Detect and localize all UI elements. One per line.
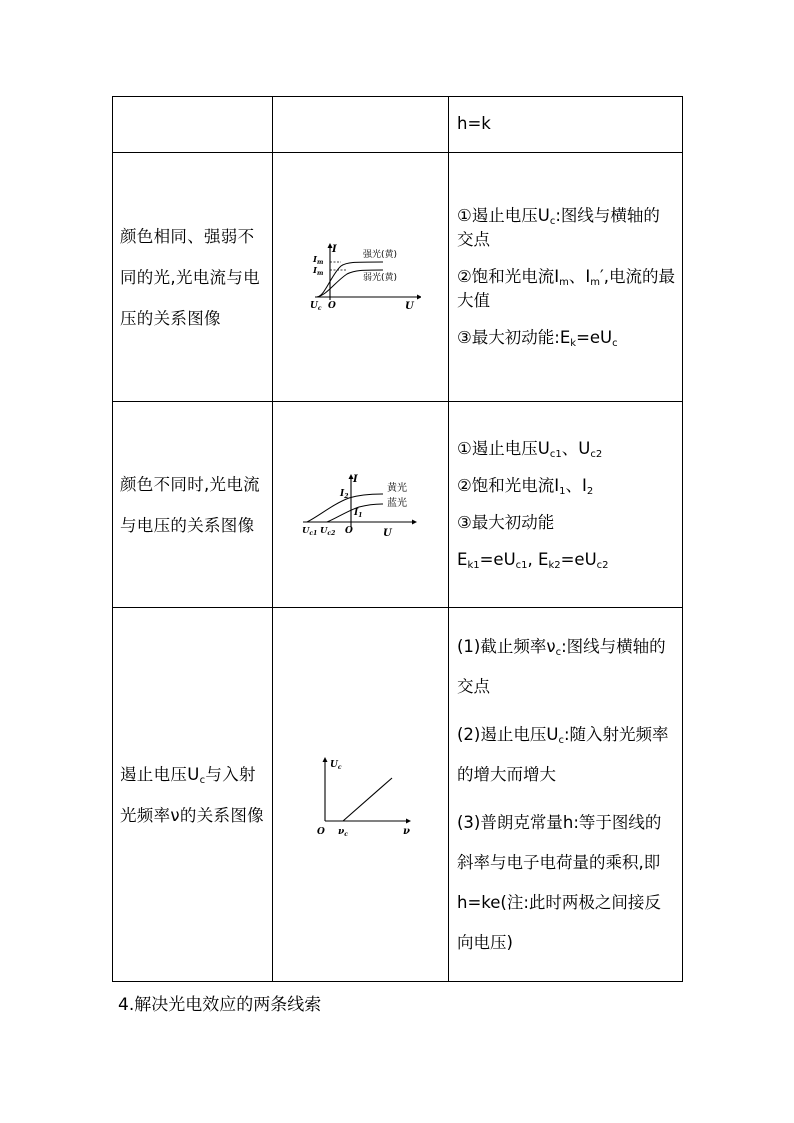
axis-label-uc: $U_c$	[329, 759, 342, 771]
row2-figure	[273, 470, 448, 540]
row1-label-cell	[113, 153, 273, 402]
label-origin: O	[344, 525, 353, 536]
row0-desc-text: h=k	[457, 114, 491, 133]
row3-desc-cell	[449, 608, 683, 982]
table-cell	[273, 97, 449, 153]
axis-label-i: I	[352, 473, 358, 485]
section-heading: 4.解决光电效应的两条线索	[118, 995, 322, 1015]
uc-nu-graph	[306, 753, 416, 837]
row3-desc	[449, 623, 682, 967]
row2-point4: $E_{k1}=eU_{c1}$, $E_{k2}=eU_{c2}$	[457, 549, 609, 571]
row1-desc-cell	[449, 153, 683, 402]
x-axis-arrow	[412, 519, 417, 524]
axis-label-nu: ν	[402, 825, 410, 837]
iu-graph-same-color	[301, 242, 421, 312]
row2-desc	[449, 431, 682, 579]
label-nu-c: $\nu_c$	[337, 826, 348, 837]
legend-weak-light: 弱光(黄)	[362, 273, 397, 283]
table-cell	[113, 97, 273, 153]
uc-nu-line	[343, 778, 392, 821]
photoelectric-graph-table	[112, 96, 683, 982]
row3-label-cell	[113, 608, 273, 982]
label-origin: O	[316, 826, 325, 837]
legend-blue-light: 蓝光	[386, 497, 407, 509]
row2-point3: ③最大初动能	[457, 512, 555, 532]
row2-label: 颜色不同时,光电流与电压的关系图像	[120, 474, 260, 535]
row3-point3: (3)普朗克常量h:等于图线的斜率与电子电荷量的乘积,即h=ke(注:此时两极之间接反向电压)	[457, 812, 662, 952]
x-axis-arrow	[406, 818, 411, 823]
axis-label-i: I	[331, 244, 337, 255]
row2-label-cell	[113, 402, 273, 608]
label-i1: $I_1$	[353, 507, 362, 519]
row1-label: 颜色相同、强弱不同的光,光电流与电压的关系图像	[120, 226, 260, 328]
row1-point2: ②饱和光电流$I_m$、$I_m'$,电流的最大值	[457, 266, 676, 310]
row2-point1: ①遏止电压$U_{c1}$、$U_{c2}$	[457, 438, 603, 460]
row1-figure	[273, 242, 448, 312]
legend-strong-light: 强光(黄)	[362, 250, 397, 260]
row1-desc	[449, 198, 682, 357]
row2-figure-cell	[273, 402, 449, 608]
row1-point3: ③最大初动能$:E_k=eU_c$	[457, 327, 618, 349]
row1-figure-cell	[273, 153, 449, 402]
label-i2: $I_2$	[339, 488, 348, 500]
label-uc2: $U_{c2}$	[319, 525, 335, 537]
row3-figure-cell	[273, 608, 449, 982]
table-row	[113, 402, 683, 608]
row3-point1: (1)截止频率$\nu_c$:图线与横轴的交点	[457, 636, 666, 696]
row3-label: 遏止电压$U_c$与入射光频率ν的关系图像	[120, 764, 264, 825]
axis-label-u: U	[382, 527, 392, 539]
iu-graph-different-colors	[299, 470, 423, 540]
table-row	[113, 97, 683, 153]
table-row	[113, 608, 683, 982]
axis-label-u: U	[404, 301, 414, 312]
table-cell	[449, 97, 683, 153]
label-im: $I_m$	[312, 255, 323, 266]
row3-point2: (2)遏止电压$U_c$:随入射光频率的增大而增大	[457, 724, 669, 784]
label-uc: $U_c$	[309, 301, 322, 312]
label-origin: O	[327, 301, 336, 311]
label-im-prime: $I_m$	[312, 266, 323, 277]
legend-yellow-light: 黄光	[386, 482, 407, 494]
row3-figure	[273, 753, 448, 837]
table-row	[113, 153, 683, 402]
label-uc1: $U_{c1}$	[301, 525, 317, 537]
row0-desc	[449, 106, 682, 143]
row2-desc-cell	[449, 402, 683, 608]
row2-point2: ②饱和光电流$I_1$、$I_2$	[457, 475, 594, 497]
y-axis-arrow	[322, 757, 327, 762]
x-axis-arrow	[417, 295, 421, 300]
row1-point1: ①遏止电压$U_c$:图线与横轴的交点	[457, 205, 660, 249]
